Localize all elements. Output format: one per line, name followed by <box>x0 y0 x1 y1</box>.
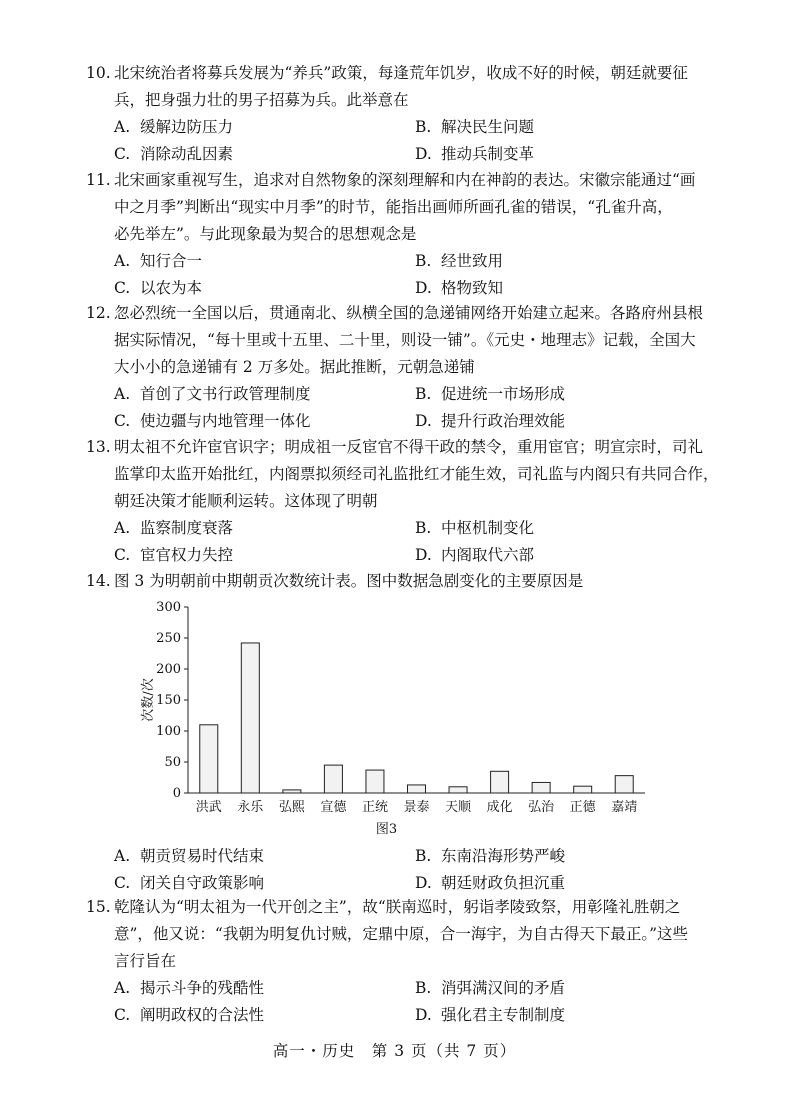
option-c[interactable]: C. 宦官权力失控 <box>114 546 234 564</box>
x-tick-label: 成化 <box>486 800 513 815</box>
option-d[interactable]: D. 推动兵制变革 <box>415 145 535 163</box>
y-tick-label: 200 <box>156 662 181 677</box>
x-tick-label: 天顺 <box>445 800 472 815</box>
option-b[interactable]: B. 解决民生问题 <box>415 118 535 136</box>
question-number: 13. <box>86 438 111 456</box>
question-10 <box>86 60 726 168</box>
question-stem-line: 必先举左”。与此现象最为契合的思想观念是 <box>114 225 417 243</box>
page-footer: 高一・历史 第 3 页（共 7 页） <box>272 1042 517 1060</box>
question-stem-line: 图 3 为明朝前中期朝贡次数统计表。图中数据急剧变化的主要原因是 <box>114 572 584 590</box>
y-tick-label: 100 <box>156 724 181 739</box>
question-stem-line: 意”，他又说：“我朝为明复仇讨贼，定鼎中原，合一海宇，为自古得天下最正。”这些 <box>114 925 689 943</box>
option-d[interactable]: D. 朝廷财政负担沉重 <box>415 874 566 892</box>
y-tick-label: 0 <box>172 786 181 801</box>
option-a[interactable]: A. 揭示斗争的残酷性 <box>114 979 265 997</box>
bar-2 <box>241 643 259 793</box>
y-tick-label: 300 <box>156 600 181 615</box>
question-number: 15. <box>86 898 111 916</box>
x-tick-label: 弘治 <box>528 800 555 815</box>
x-tick-label: 嘉靖 <box>611 800 638 815</box>
question-13 <box>86 434 726 569</box>
y-axis-label: 次数/次 <box>141 678 156 722</box>
option-c[interactable]: C. 消除动乱因素 <box>114 145 234 163</box>
option-c[interactable]: C. 以农为本 <box>114 279 203 297</box>
option-d[interactable]: D. 提升行政治理效能 <box>415 412 566 430</box>
option-a[interactable]: A. 监察制度衰落 <box>114 519 234 537</box>
option-c[interactable]: C. 闭关自守政策影响 <box>114 874 265 892</box>
x-tick-label: 正德 <box>569 800 596 815</box>
bar-3 <box>283 790 301 793</box>
option-c[interactable]: C. 阐明政权的合法性 <box>114 1006 265 1024</box>
question-stem-line: 忽必烈统一全国以后，贯通南北、纵横全国的急递铺网络开始建立起来。各路府州县根 <box>114 304 704 322</box>
option-b[interactable]: B. 经世致用 <box>415 252 504 270</box>
question-14 <box>86 568 726 595</box>
question-stem-line: 明太祖不允许宦官识字；明成祖一反宦官不得干政的禁令，重用宦官；明宣宗时，司礼 <box>114 438 704 456</box>
question-stem-line: 中之月季”判断出“现实中月季”的时节，能指出画师所画孔雀的错误，“孔雀升高， <box>114 198 673 216</box>
option-c[interactable]: C. 使边疆与内地管理一体化 <box>114 412 311 430</box>
x-tick-label: 弘熙 <box>278 800 305 815</box>
question-number: 14. <box>86 572 111 590</box>
option-d[interactable]: D. 格物致知 <box>415 279 504 297</box>
question-number: 10. <box>86 64 111 82</box>
bar-7 <box>449 787 467 793</box>
question-stem-line: 乾隆认为“明太祖为一代开创之主”，故“朕南巡时，躬诣孝陵致祭，用彰隆礼胜朝之 <box>114 898 681 916</box>
y-tick-label: 250 <box>156 631 181 646</box>
question-number: 11. <box>86 171 111 189</box>
question-stem-line: 北宋画家重视写生，追求对自然物象的深刻理解和内在神韵的表达。宋徽宗能通过“画 <box>114 171 696 189</box>
question-stem-line: 言行旨在 <box>114 952 177 970</box>
option-a[interactable]: A. 知行合一 <box>114 252 203 270</box>
question-stem-line: 北宋统治者将募兵发展为“养兵”政策，每逢荒年饥岁，收成不好的时候，朝廷就要征 <box>114 64 688 82</box>
bar-10 <box>574 786 592 793</box>
question-11 <box>86 167 726 302</box>
x-tick-label: 永乐 <box>237 800 264 815</box>
option-d[interactable]: D. 内阁取代六部 <box>415 546 535 564</box>
option-b[interactable]: B. 中枢机制变化 <box>415 519 535 537</box>
option-a[interactable]: A. 首创了文书行政管理制度 <box>114 385 311 403</box>
question-stem-line: 大小小的急递铺有 2 万多处。据此推断，元朝急递铺 <box>114 358 475 376</box>
figure-caption: 图3 <box>375 822 398 837</box>
option-b[interactable]: B. 东南沿海形势严峻 <box>415 847 566 865</box>
bar-8 <box>491 771 509 793</box>
bar-9 <box>532 782 550 793</box>
x-tick-label: 景泰 <box>403 800 430 815</box>
question-stem-line: 兵，把身强力壮的男子招募为兵。此举意在 <box>114 91 409 109</box>
tribute-count-bar-chart <box>130 597 670 842</box>
question-stem-line: 监掌印太监开始批红，内阁票拟须经司礼监批红才能生效，司礼监与内阁只有共同合作， <box>114 465 719 483</box>
bar-5 <box>366 770 384 793</box>
option-a[interactable]: A. 缓解边防压力 <box>114 118 234 136</box>
bar-4 <box>324 765 342 793</box>
question-number: 12. <box>86 304 111 322</box>
x-tick-label: 正统 <box>361 800 388 815</box>
question-14-options <box>86 843 726 897</box>
bar-6 <box>408 785 426 793</box>
bar-11 <box>615 776 633 793</box>
x-tick-label: 洪武 <box>195 800 222 815</box>
question-stem-line: 朝廷决策才能顺利运转。这体现了明朝 <box>114 492 378 510</box>
question-stem-line: 据实际情况，“每十里或十五里、二十里，则设一铺”。《元史・地理志》记载，全国大 <box>114 331 696 349</box>
option-b[interactable]: B. 消弭满汉间的矛盾 <box>415 979 566 997</box>
y-tick-label: 150 <box>156 693 181 708</box>
bar-1 <box>200 725 218 793</box>
option-a[interactable]: A. 朝贡贸易时代结束 <box>114 847 265 865</box>
option-b[interactable]: B. 促进统一市场形成 <box>415 385 566 403</box>
x-tick-label: 宣德 <box>320 800 347 815</box>
y-tick-label: 50 <box>164 755 181 770</box>
question-15 <box>86 894 726 1029</box>
option-d[interactable]: D. 强化君主专制制度 <box>415 1006 566 1024</box>
question-12 <box>86 300 726 435</box>
